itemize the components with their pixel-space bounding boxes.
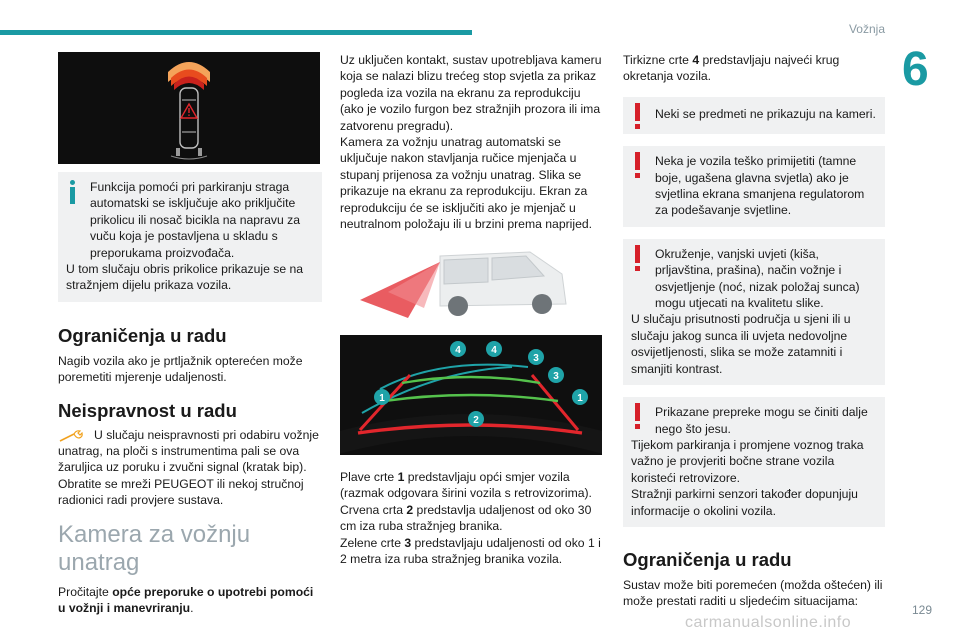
callout-label: 3: [533, 352, 539, 364]
camera-read-suffix: .: [190, 601, 194, 616]
limits-text-right: Sustav može biti poremećen (možda oštećen) ili može prestati raditi u sljedećim situacijama:: [623, 577, 883, 609]
watermark: carmanualsonline.info: [685, 614, 852, 631]
column-right: [623, 52, 885, 610]
callout-label: 1: [379, 392, 385, 404]
chapter-number: 6: [902, 43, 929, 96]
callout-1-right: [572, 389, 588, 405]
limits-text: Nagib vozila ako je prtljažnik opterećen može poremetiti mjerenje udaljenosti.: [58, 353, 303, 385]
camera-section-heading: Kamera za vožnju unatrag: [58, 520, 251, 576]
parking-sensor-illustration: [58, 52, 320, 164]
red-line-number: 2: [406, 502, 414, 517]
turquoise-lines-label: Tirkizne crte: [623, 53, 693, 67]
warning-icon: [633, 152, 643, 182]
blue-lines-label: Plave crte: [340, 469, 398, 484]
section-title: Vožnja: [848, 22, 885, 36]
malfunction-block: [58, 427, 322, 476]
warning-text-2: Neka je vozila teško primijetiti (tamne boje, ugašena glavna svjetla) ako je svjetlina ekrana smanjena regulatorom za podešavanje svjetline.: [655, 154, 865, 218]
camera-read-link: opće preporuke o upotrebi pomoći u vožnji i manevriranju: [58, 584, 314, 616]
warning-text-1: Neki se predmeti ne prikazuju na kameri.: [655, 106, 876, 121]
blue-lines-text: [340, 469, 602, 502]
info-note: [58, 172, 322, 302]
header-accent-bar: [0, 30, 472, 35]
malfunction-text: U slučaju neispravnosti pri odabiru vožnje unatrag, na ploči s instrumentima pali se ova žaruljica uz poruku i zvučni signal (kratak bip).: [58, 427, 319, 475]
callout-label: 4: [491, 344, 497, 356]
callout-2: [468, 411, 484, 427]
callout-3-top: [528, 349, 544, 365]
warning-icon: [633, 245, 643, 275]
camera-read-note: [58, 584, 322, 617]
camera-read-prefix: Pročitajte: [58, 584, 113, 599]
callout-label: 3: [553, 370, 559, 382]
red-line-text: [340, 502, 602, 535]
callout-label: 1: [577, 392, 583, 404]
blue-lines-number: 1: [397, 469, 405, 484]
malfunction-heading: Neispravnost u radu: [58, 399, 237, 421]
van-camera-illustration: [340, 246, 602, 326]
turquoise-lines-text: [623, 52, 885, 85]
warning-icon: [633, 403, 643, 433]
callout-4-right: [486, 341, 502, 357]
column-middle: [340, 52, 602, 567]
wrench-warning-icon: [58, 429, 88, 443]
page-number: 129: [911, 603, 932, 617]
warning-text-3a: Okruženje, vanjski uvjeti (kiša, prljavština, prašina), način vožnje i osvjetljenje (noć, nizak položaj sunca) mogu utjecati na kvalitetu slike.: [655, 246, 860, 311]
turquoise-lines-desc: predstavljaju najveći krug okretanja vozila.: [623, 53, 840, 84]
camera-intro: Uz uključen kontakt, sustav upotrebljava kameru koja se nalazi blizu trećeg stop svjetla za prikaz pogleda iza vozila na ekranu za reprodukciju (ako je vozilo furgon bez stražnjih prozora ili ima zatvorenu pregradu).: [340, 53, 602, 133]
warning-note-1: [623, 97, 885, 134]
red-line-desc: predstavlja udaljenost od oko 30 cm iza ruba stražnjeg branika.: [340, 502, 592, 534]
warning-icon: [633, 103, 643, 133]
malfunction-text-2: Obratite se mreži PEUGEOT ili nekoj stručnoj radionici radi provjere sustava.: [58, 476, 304, 508]
callout-3-bottom: [548, 367, 564, 383]
callout-label: 2: [473, 414, 479, 426]
column-left: [58, 52, 322, 617]
warning-text-4c: Stražnji parkirni senzori također dopunjuju informacije o okolini vozila.: [631, 487, 858, 518]
limits-heading-right: Ograničenja u radu: [623, 548, 792, 570]
warning-text-3b: U slučaju prisutnosti područja u sjeni ili u slučaju jakog sunca ili uvjeta nedovoljne osvijetljenosti, slika se može zatamniti i smanjiti kontrast.: [631, 312, 851, 376]
green-lines-text: [340, 535, 602, 568]
callout-4-left: [450, 341, 466, 357]
green-lines-desc: predstavljaju udaljenosti od oko 1 i 2 metra iza ruba stražnjeg branika vozila.: [340, 535, 601, 566]
car-top-view-icon: [58, 52, 320, 164]
camera-intro-2: Kamera za vožnju unatrag automatski se uključuje nakon stavljanja ručice mjenjača u stupanj prijenosa za vožnju unatrag. Slika se prikazuje na ekranu za reprodukciju. Ekran za reprodukciju će se isključiti ako je mjenjač u neutralnom položaju ili u brzini prema naprijed.: [340, 135, 593, 232]
info-note-text-2: U tom slučaju obris prikolice prikazuje se na stražnjem dijelu prikaza vozila.: [66, 262, 304, 293]
camera-view-diagram: [340, 335, 602, 455]
warning-note-2: [623, 146, 885, 227]
guide-lines-diagram: [340, 335, 602, 455]
warning-text-4b: Tijekom parkiranja i promjene voznog traka važno je provjeriti bočne strane vozila koristeći retrovizore.: [631, 437, 864, 485]
info-note-text: Funkcija pomoći pri parkiranju straga automatski se isključuje ako priključite prikolicu ili nosač bicikla na napravu za vuču koja je postavljena u skladu s preporukama proizvođača.: [90, 180, 301, 260]
callout-label: 4: [455, 344, 461, 356]
warning-note-4: [623, 397, 885, 527]
warning-text-4a: Prikazane prepreke mogu se činiti dalje nego što jesu.: [655, 405, 868, 436]
warning-note-3: [623, 239, 885, 385]
turquoise-lines-number: 4: [692, 53, 700, 67]
red-line-label: Crvena crta: [340, 502, 407, 517]
limits-heading: Ograničenja u radu: [58, 324, 227, 346]
info-icon: [68, 180, 78, 206]
green-lines-label: Zelene crte: [340, 535, 405, 550]
blue-lines-desc: predstavljaju opći smjer vozila (razmak odgovara širini vozila s retrovizorima).: [340, 469, 592, 501]
green-lines-number: 3: [404, 535, 412, 550]
callout-1-left: [374, 389, 390, 405]
